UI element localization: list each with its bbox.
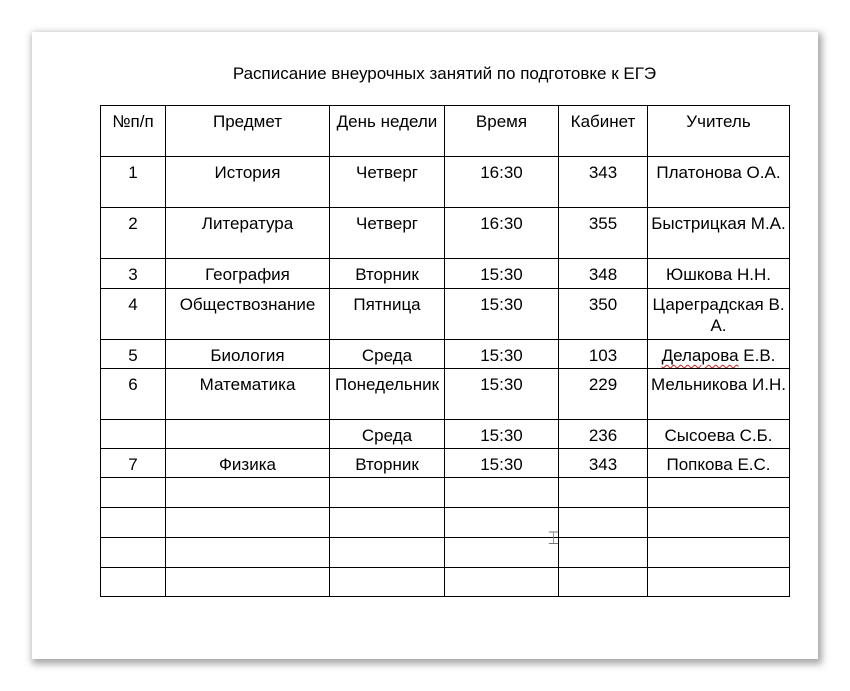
cell-time[interactable]: 15:30 xyxy=(445,369,559,420)
cell-time[interactable]: 15:30 xyxy=(445,289,559,340)
text-cursor-icon: ⌶ xyxy=(548,528,559,549)
header-cell[interactable]: Предмет xyxy=(166,106,330,157)
cell-subject[interactable]: Литература xyxy=(166,208,330,259)
cell-day[interactable]: Среда xyxy=(330,340,445,369)
empty-cell[interactable] xyxy=(445,538,559,568)
cell-num[interactable]: 5 xyxy=(101,340,166,369)
cell-time[interactable]: 15:30 xyxy=(445,420,559,449)
empty-cell[interactable] xyxy=(648,538,790,568)
cell-room[interactable]: 350 xyxy=(559,289,648,340)
document-title: Расписание внеурочных занятий по подготовке к ЕГЭ xyxy=(232,64,657,83)
empty-cell[interactable] xyxy=(648,478,790,508)
table-row xyxy=(101,289,790,340)
empty-cell[interactable] xyxy=(445,568,559,597)
cell-teacher[interactable]: Попкова Е.С. xyxy=(648,449,790,478)
cell-room[interactable]: 343 xyxy=(559,157,648,208)
cell-subject[interactable]: Математика xyxy=(166,369,330,420)
cell-teacher[interactable] xyxy=(648,340,790,369)
cell-teacher[interactable]: Юшкова Н.Н. xyxy=(648,259,790,289)
cell-num[interactable] xyxy=(101,420,166,449)
cell-subject[interactable]: География xyxy=(166,259,330,289)
cell-num[interactable]: 7 xyxy=(101,449,166,478)
empty-cell[interactable] xyxy=(101,478,166,508)
table-row xyxy=(101,449,790,478)
table-row xyxy=(101,208,790,259)
teacher-initials: Е.В. xyxy=(738,346,776,365)
empty-cell[interactable] xyxy=(559,568,648,597)
empty-cell[interactable] xyxy=(559,538,648,568)
schedule-table xyxy=(100,105,790,597)
cell-room[interactable]: 343 xyxy=(559,449,648,478)
empty-cell[interactable] xyxy=(166,508,330,538)
cell-day[interactable]: Четверг xyxy=(330,157,445,208)
cell-room[interactable]: 103 xyxy=(559,340,648,369)
cell-subject[interactable]: История xyxy=(166,157,330,208)
cell-num[interactable]: 6 xyxy=(101,369,166,420)
cell-teacher[interactable]: Мельникова И.Н. xyxy=(648,369,790,420)
cell-day[interactable]: Среда xyxy=(330,420,445,449)
cell-num[interactable]: 1 xyxy=(101,157,166,208)
cell-teacher[interactable]: Цареградская В.А. xyxy=(648,289,790,340)
cell-day[interactable]: Вторник xyxy=(330,449,445,478)
empty-cell[interactable] xyxy=(166,568,330,597)
header-cell[interactable]: Кабинет xyxy=(559,106,648,157)
empty-cell[interactable] xyxy=(330,478,445,508)
cell-subject[interactable]: Обществознание xyxy=(166,289,330,340)
table-row xyxy=(101,369,790,420)
empty-table-row xyxy=(101,538,790,568)
cell-day[interactable]: Четверг xyxy=(330,208,445,259)
spellcheck-underlined-word[interactable]: Деларова xyxy=(661,346,739,365)
cell-teacher[interactable]: Быстрицкая М.А. xyxy=(648,208,790,259)
cell-time[interactable]: 16:30 xyxy=(445,208,559,259)
table-row xyxy=(101,420,790,449)
cell-num[interactable]: 4 xyxy=(101,289,166,340)
cell-room[interactable]: 355 xyxy=(559,208,648,259)
empty-cell[interactable] xyxy=(648,568,790,597)
header-cell[interactable]: №п/п xyxy=(101,106,166,157)
cell-num[interactable]: 2 xyxy=(101,208,166,259)
cell-subject[interactable] xyxy=(166,420,330,449)
table-row xyxy=(101,259,790,289)
empty-cell[interactable] xyxy=(101,508,166,538)
empty-cell[interactable] xyxy=(559,478,648,508)
empty-cell[interactable] xyxy=(445,478,559,508)
table-row xyxy=(101,157,790,208)
empty-cell[interactable] xyxy=(330,568,445,597)
cell-room[interactable]: 229 xyxy=(559,369,648,420)
empty-cell[interactable] xyxy=(559,508,648,538)
empty-cell[interactable] xyxy=(330,508,445,538)
cell-day[interactable]: Пятница xyxy=(330,289,445,340)
empty-table-row xyxy=(101,508,790,538)
cell-teacher[interactable]: Платонова О.А. xyxy=(648,157,790,208)
empty-cell[interactable] xyxy=(166,478,330,508)
table-header-row xyxy=(101,106,790,157)
cell-subject[interactable]: Физика xyxy=(166,449,330,478)
cell-time[interactable]: 15:30 xyxy=(445,449,559,478)
empty-table-row xyxy=(101,478,790,508)
cell-num[interactable]: 3 xyxy=(101,259,166,289)
empty-table-row xyxy=(101,568,790,597)
header-cell[interactable]: Учитель xyxy=(648,106,790,157)
table-row xyxy=(101,340,790,369)
cell-room[interactable]: 236 xyxy=(559,420,648,449)
empty-cell[interactable] xyxy=(445,508,559,538)
empty-cell[interactable] xyxy=(101,538,166,568)
cell-day[interactable]: Вторник xyxy=(330,259,445,289)
empty-cell[interactable] xyxy=(330,538,445,568)
cell-day[interactable]: Понедельник xyxy=(330,369,445,420)
cell-teacher[interactable]: Сысоева С.Б. xyxy=(648,420,790,449)
header-cell[interactable]: День недели xyxy=(330,106,445,157)
cell-time[interactable]: 15:30 xyxy=(445,340,559,369)
cell-time[interactable]: 16:30 xyxy=(445,157,559,208)
cell-subject[interactable]: Биология xyxy=(166,340,330,369)
empty-cell[interactable] xyxy=(101,568,166,597)
header-cell[interactable]: Время xyxy=(445,106,559,157)
empty-cell[interactable] xyxy=(648,508,790,538)
empty-cell[interactable] xyxy=(166,538,330,568)
cell-room[interactable]: 348 xyxy=(559,259,648,289)
cell-time[interactable]: 15:30 xyxy=(445,259,559,289)
